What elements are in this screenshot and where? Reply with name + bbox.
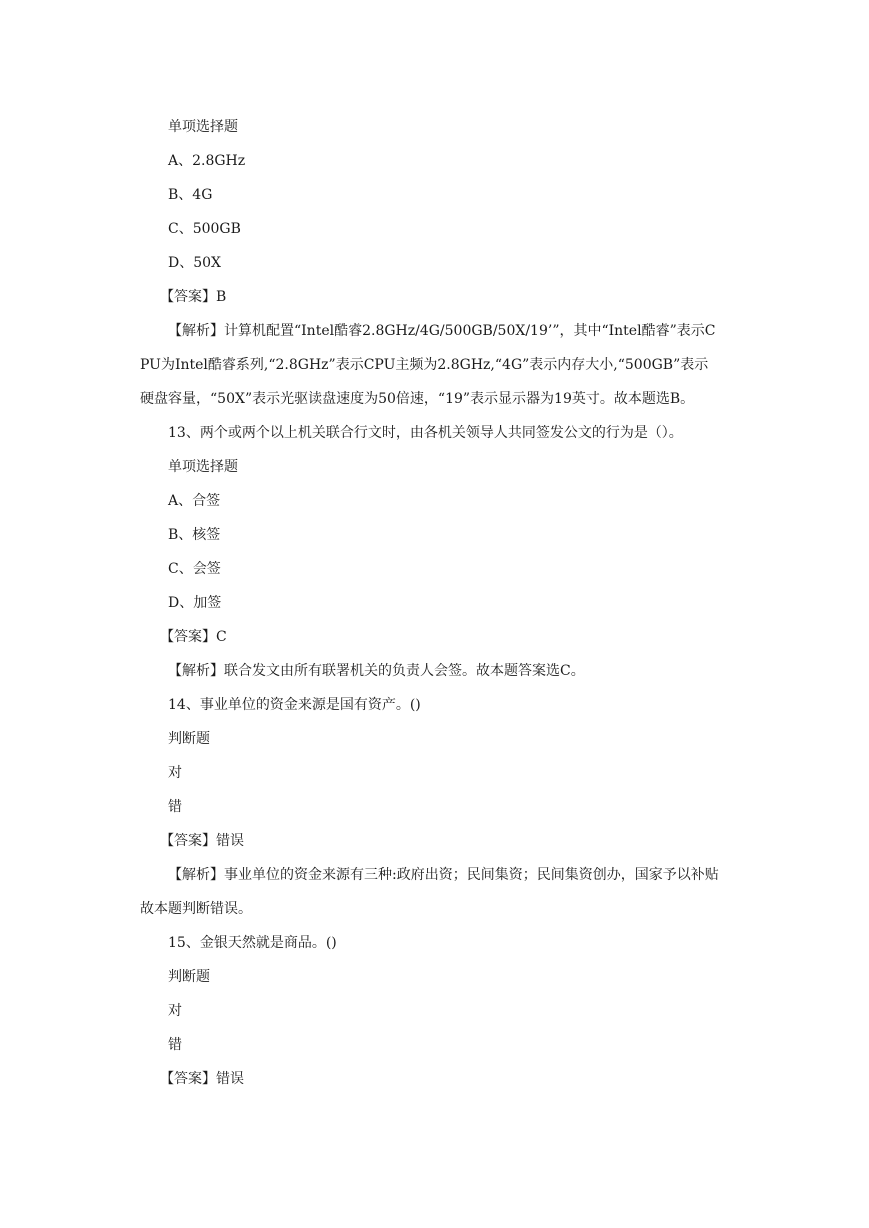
q12-analysis: 【解析】计算机配置“Intel酷睿2.8GHz/4G/500GB/50X/19’”，其中“Intel酷睿”表示CPU为Intel酷睿系列,“2.8GHz”表示CPU主频为2.8GHz,“4G”表示内存大小,“500GB”表示硬盘容量，“50X”表示光驱读盘速度为50倍速，“19”表示显示器为19英寸。故本题选B。 (140, 323, 716, 407)
q13-option-a: A、合签 (168, 493, 221, 509)
q12-type: 单项选择题 (168, 119, 238, 135)
q13-analysis: 【解析】联合发文由所有联署机关的负责人会签。故本题答案选C。 (168, 663, 585, 679)
q13-type: 单项选择题 (168, 459, 238, 475)
q12-option-b: B、4G (168, 187, 213, 203)
q15-answer: 【答案】错误 (160, 1071, 244, 1087)
q14-analysis: 【解析】事业单位的资金来源有三种:政府出资；民间集资；民间集资创办，国家予以补贴故本题判断错误。 (140, 867, 719, 917)
q12-option-c: C、500GB (168, 221, 241, 237)
q14-option-true: 对 (168, 765, 182, 781)
q15-option-true: 对 (168, 1003, 182, 1019)
document-content (140, 110, 748, 1096)
q14-title: 14、事业单位的资金来源是国有资产。() (168, 697, 421, 713)
q13-option-b: B、核签 (168, 527, 221, 543)
q12-option-d: D、50X (168, 255, 222, 271)
q14-option-false: 错 (168, 799, 182, 815)
q15-type: 判断题 (168, 969, 210, 985)
q14-answer: 【答案】错误 (160, 833, 244, 849)
q14-type: 判断题 (168, 731, 210, 747)
q15-title: 15、金银天然就是商品。() (168, 935, 337, 951)
q13-title: 13、两个或两个以上机关联合行文时，由各机关领导人共同签发公文的行为是（）。 (168, 425, 683, 441)
q12-answer: 【答案】B (160, 289, 227, 305)
q13-answer: 【答案】C (160, 629, 227, 645)
q12-option-a: A、2.8GHz (168, 153, 246, 169)
q13-option-c: C、会签 (168, 561, 221, 577)
q13-option-d: D、加签 (168, 595, 222, 611)
q15-option-false: 错 (168, 1037, 182, 1053)
